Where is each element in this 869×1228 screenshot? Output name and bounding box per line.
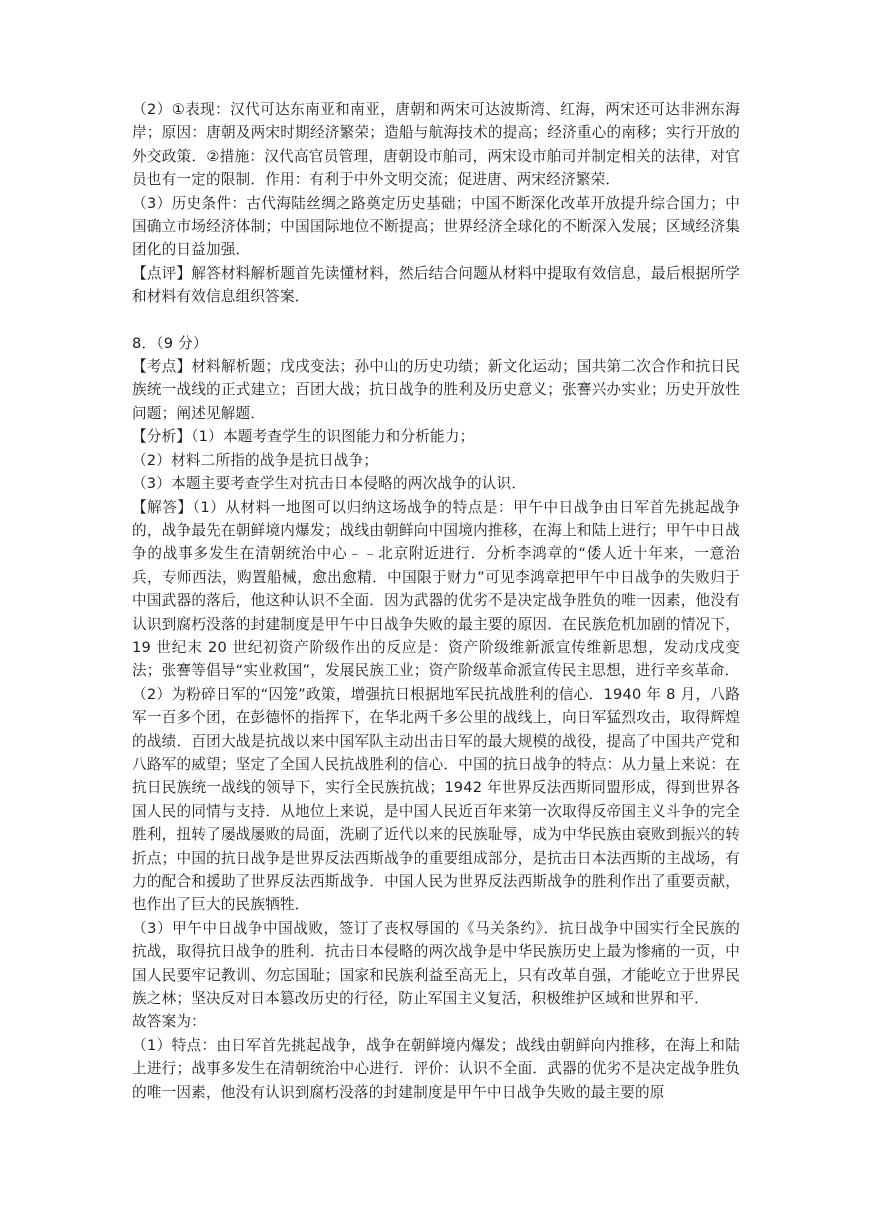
answer-7-part-3: （3）历史条件：古代海陆丝绸之路奠定历史基础；中国不断深化改革开放提升综合国力；中国确立市场经济体制；中国国际地位不断提高；世界经济全球化的不断深入发展；区域经济集团化的日益加强． bbox=[132, 194, 740, 259]
answer-7-part-2: （2）①表现：汉代可达东南亚和南亚，唐朝和两宋可达波斯湾、红海，两宋还可达非洲东海岸；原因：唐朝及两宋时期经济繁荣；造船与航海技术的提高；经济重心的南移；实行开放的外交政策．②措施：汉代高官员管理，唐朝设市舶司，两宋设市舶司并制定相关的法律，对官员也有一定的限制．作用：有利于中外文明交流；促进唐、两宋经济繁荣． bbox=[132, 101, 740, 189]
question-8-solution-2: （2）为粉碎日军的“囚笼”政策，增强抗日根据地军民抗战胜利的信心．1940 年 8 月，八路军一百多个团，在彭德怀的指挥下，在华北两千多公里的战线上，向日军猛烈攻击，取得辉煌的战绩．百团大战是抗战以来中国军队主动出击日军的最大规模的战役，提高了中国共产党和八路军的威望；坚定了全国人民抗战胜利的信心．中国的抗日战争的特点：从力量上来说：在抗日民族统一战线的领导下，实行全民族抗战；1942 年世界反法西斯同盟形成，得到世界各国人民的同情与支持．从地位上来说，是中国人民近百年来第一次取得反帝国主义斗争的完全胜利，扭转了屡战屡败的局面，洗刷了近代以来的民族耻辱，成为中华民族由衰败到振兴的转折点；中国的抗日战争是世界反法西斯战争的重要组成部分，是抗击日本法西斯的主战场，有力的配合和援助了世界反法西斯战争．中国人民为世界反法西斯战争的胜利作出了重要贡献，也作出了巨大的民族牺牲． bbox=[132, 685, 740, 914]
answer-intro: 故答案为： bbox=[132, 1013, 206, 1031]
question-8-heading: 8．（9 分） bbox=[132, 334, 208, 352]
question-8-solution-3: （3）甲午中日战争中国战败，签订了丧权辱国的《马关条约》．抗日战争中国实行全民族的抗战，取得抗日战争的胜利．抗击日本侵略的两次战争是中华民族历史上最为惨痛的一页，中国人民要牢记教训、勿忘国耻；国家和民族利益至高无上，只有改革自强，才能屹立于世界民族之林；坚决反对日本篡改历史的行径，防止军国主义复活，积极维护区域和世界和平． bbox=[132, 919, 740, 1008]
question-8-analysis-2: （2）材料二所指的战争是抗日战争； bbox=[132, 451, 379, 469]
question-8-solution-1: 【解答】（1）从材料一地图可以归纳这场战争的特点是：甲午中日战争由日军首先挑起战争的，战争最先在朝鲜境内爆发；战线由朝鲜向中国境内推移，在海上和陆上进行；甲午中日战争的战事多发生在清朝统治中心﹣﹣北京附近进行．分析李鸿章的“倭人近十年来，一意治兵，专师西法，购置船械，愈出愈精．中国限于财力”可见李鸿章把甲午中日战争的失败归于中国武器的落后，他这种认识不全面．因为武器的优劣不是决定战争胜负的唯一因素，他没有认识到腐朽没落的封建制度是甲午中日战争失败的最主要的原因．在民族危机加剧的情况下，19 世纪末 20 世纪初资产阶级作出的反应是：资产阶级维新派宣传维新思想，发动戊戌变法；张謇等倡导“实业救国”，发展民族工业；资产阶级革命派宣传民主思想，进行辛亥革命． bbox=[132, 498, 740, 680]
question-8-analysis-1: 【分析】（1）本题考查学生的识图能力和分析能力； bbox=[132, 428, 475, 446]
paragraph-spacer bbox=[132, 309, 740, 332]
answer-part-1: （1）特点：由日军首先挑起战争，战争在朝鲜境内爆发；战线由朝鲜向内推移，在海上和陆上进行；战事多发生在清朝统治中心进行．评价：认识不全面．武器的优劣不是决定战争胜负的唯一因素，他没有认识到腐朽没落的封建制度是甲午中日战争失败的最主要的原 bbox=[132, 1036, 740, 1101]
question-8-topics: 【考点】材料解析题；戊戌变法；孙中山的历史功绩；新文化运动；国共第二次合作和抗日民族统一战线的正式建立；百团大战；抗日战争的胜利及历史意义；张謇兴办实业；历史开放性问题；阐述见解题． bbox=[132, 358, 740, 422]
question-8-analysis-3: （3）本题主要考查学生对抗击日本侵略的两次战争的认识． bbox=[132, 475, 527, 493]
answer-7-comment: 【点评】解答材料解析题首先读懂材料，然后结合问题从材料中提取有效信息，最后根据所学和材料有效信息组织答案． bbox=[132, 264, 740, 306]
document-body bbox=[132, 98, 740, 1104]
